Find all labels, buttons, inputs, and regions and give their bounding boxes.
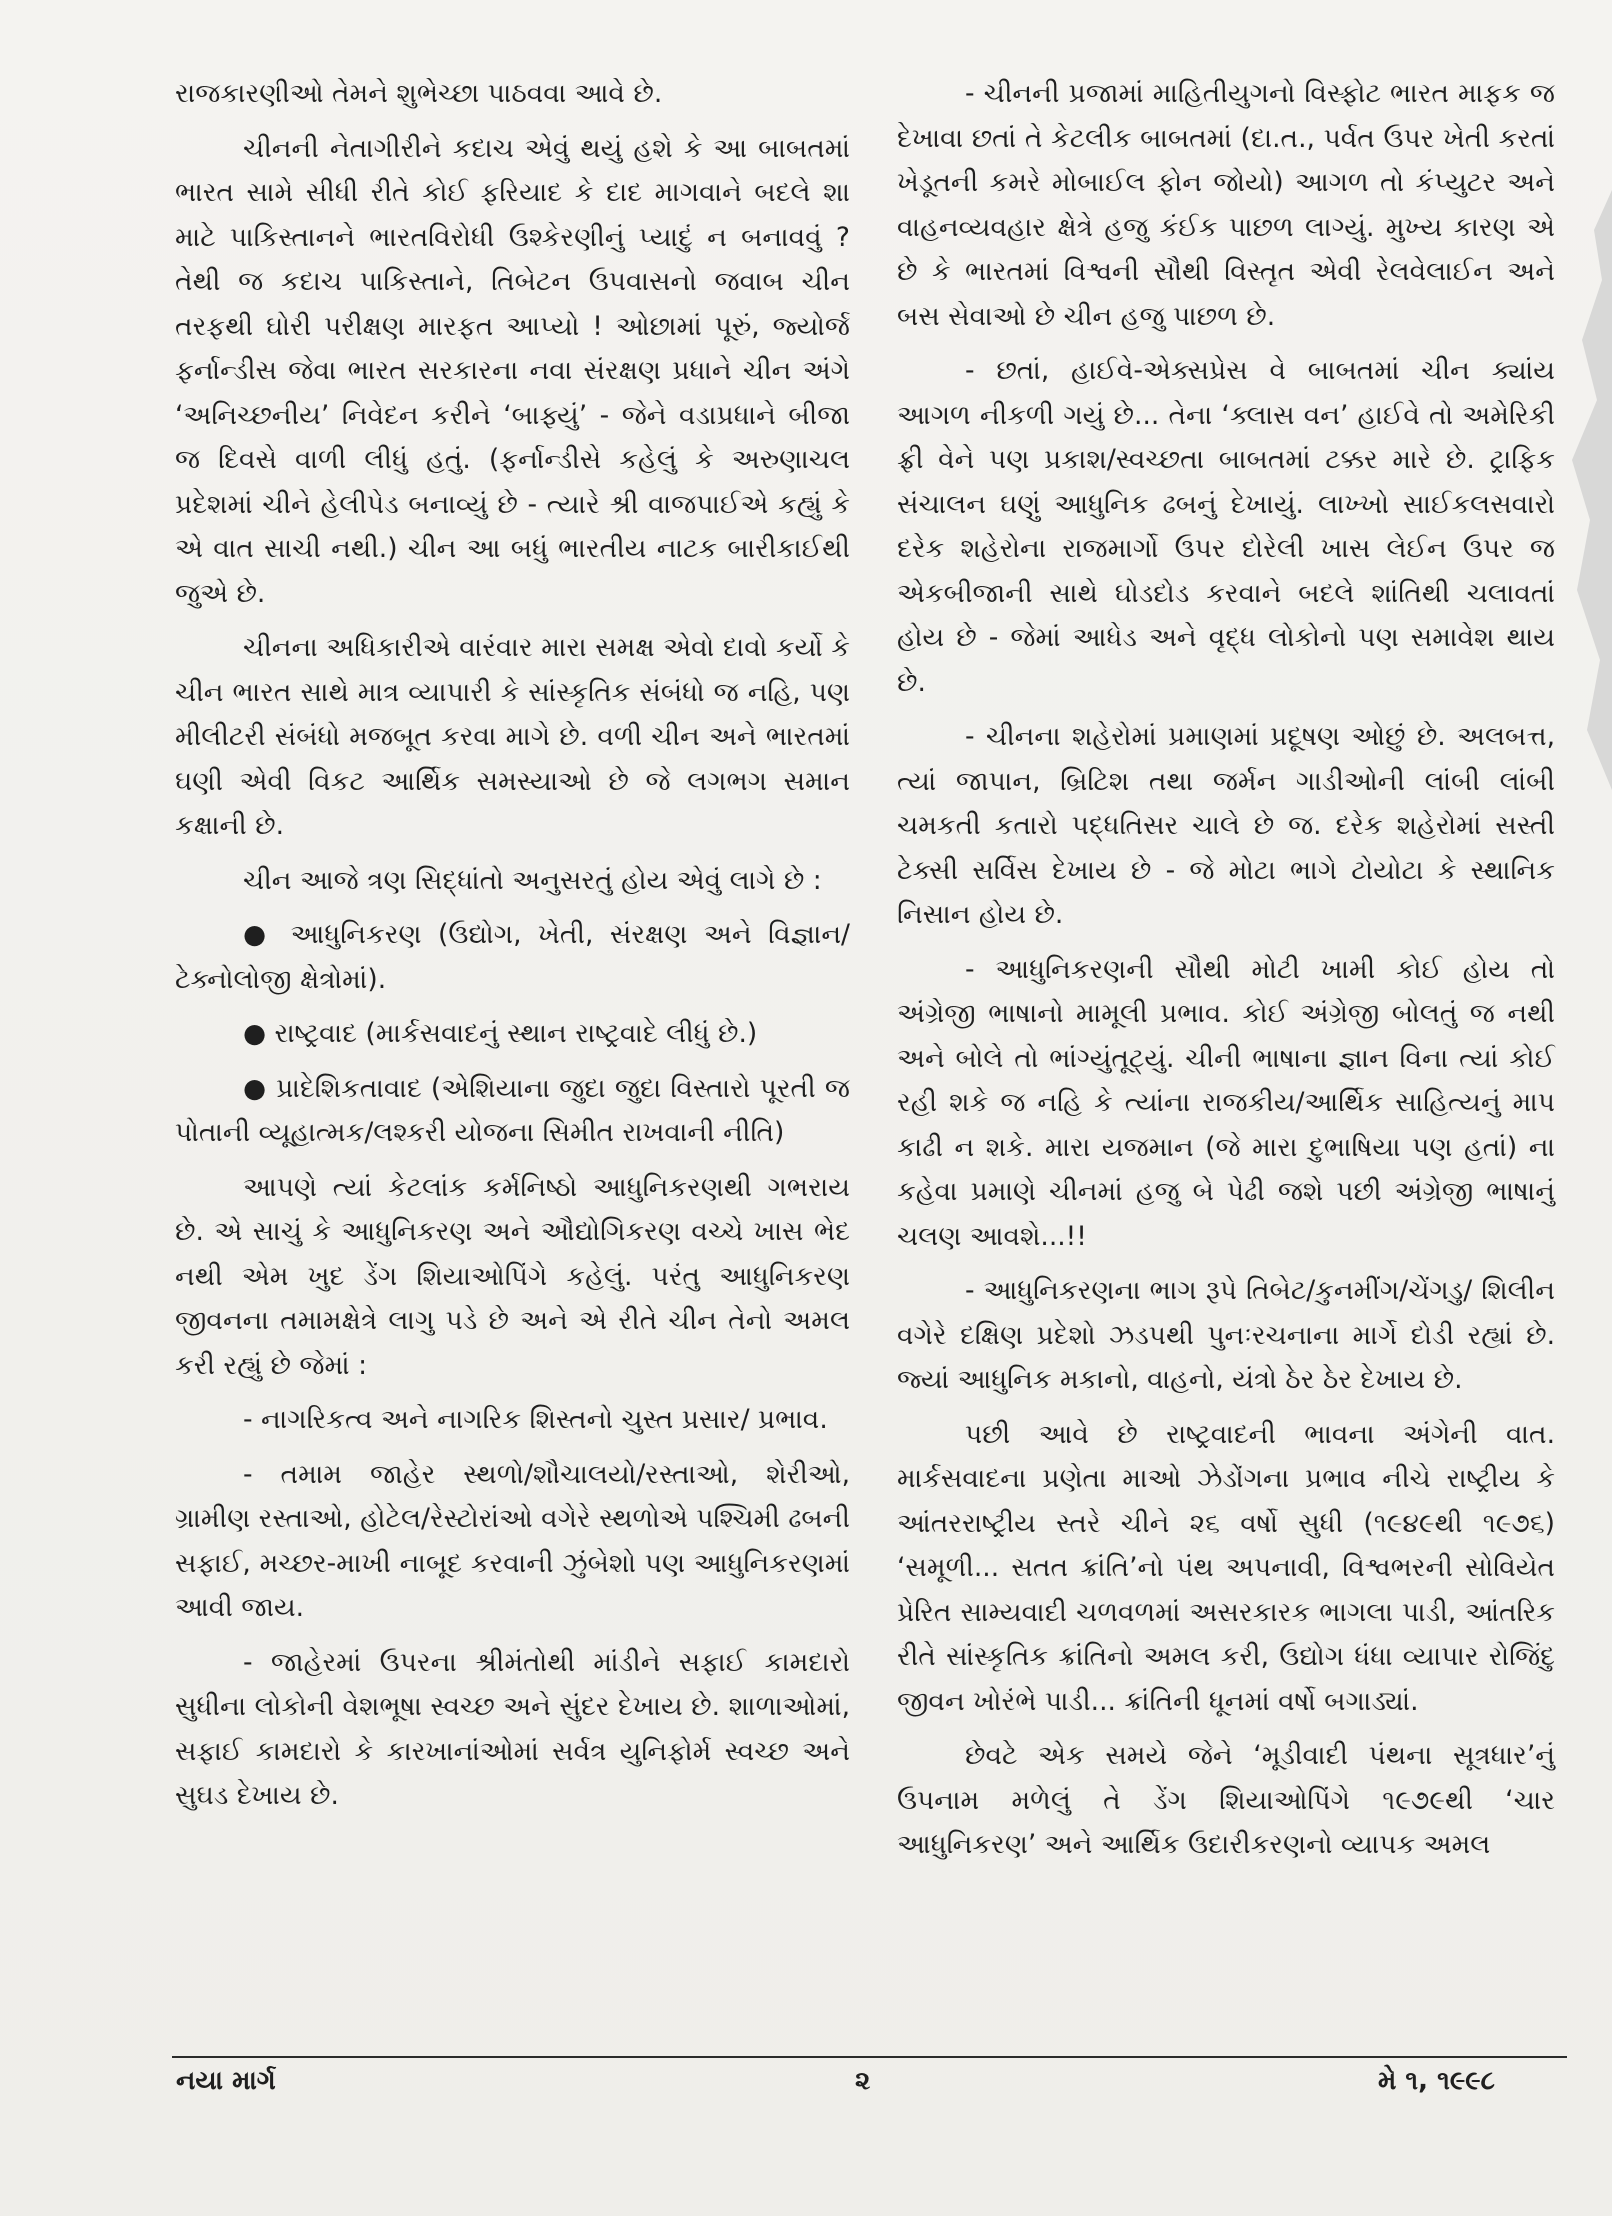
torn-edge (1542, 190, 1612, 790)
left-column (175, 72, 850, 1829)
paragraph: - નાગરિકત્વ અને નાગરિક શિસ્તનો ચુસ્ત પ્રસાર/ પ્રભાવ. (243, 1404, 828, 1435)
paragraph: - ચીનના શહેરોમાં પ્રમાણમાં પ્રદૂષણ ઓછું છે. અલબત્ત, ત્યાં જાપાન, બ્રિટિશ તથા જર્મન ગાડીઓની લાંબી લાંબી ચમકતી કતારો પદ્ધતિસર ચાલે છે જ. દરેક શહેરોમાં સસ્તી ટેક્સી સર્વિસ દેખાય છે - જે મોટા ભાગે ટોયોટા કે સ્થાનિક નિસાન હોય છે. (897, 721, 1555, 930)
paragraph: ચીન આજે ત્રણ સિદ્ધાંતો અનુસરતું હોય એવું લાગે છે : (243, 864, 822, 896)
right-column (897, 72, 1555, 1878)
paragraph: ચીનની નેતાગીરીને કદાચ એવું થયું હશે કે આ બાબતમાં ભારત સામે સીધી રીતે કોઈ ફરિયાદ કે દાદ માગવાને બદલે શા માટે પાકિસ્તાનને ભારતવિરોધી ઉશ્કેરણીનું પ્યાદું ન બનાવવું ? તેથી જ કદાચ પાકિસ્તાને, તિબેટન ઉપવાસનો જવાબ ચીન તરફથી ઘોરી પરીક્ષણ મારફત આપ્યો ! ઓછામાં પૂરું, જ્યોર્જ ફર્નાન્ડીસ જેવા ભારત સરકારના નવા સંરક્ષણ પ્રધાને ચીન અંગે ‘અનિચ્છનીય’ નિવેદન કરીને ‘બાફ્યું’ - જેને વડાપ્રધાને બીજા જ દિવસે વાળી લીધું હતું. (ફર્નાન્ડીસે કહેલું કે અરુણાચલ પ્રદેશમાં ચીને હેલીપેડ બનાવ્યું છે - ત્યારે શ્રી વાજપાઈએ કહ્યું કે એ વાત સાચી નથી.) ચીન આ બધું ભારતીય નાટક બારીકાઈથી જુએ છે. (175, 132, 850, 609)
paragraph: રાજકારણીઓ તેમને શુભેચ્છા પાઠવવા આવે છે. (175, 78, 663, 109)
paragraph: ● રાષ્ટ્રવાદ (માર્કસવાદનું સ્થાન રાષ્ટ્રવાદે લીધું છે.) (243, 1018, 758, 1049)
paragraph: પછી આવે છે રાષ્ટ્રવાદની ભાવના અંગેની વાત. માર્કસવાદના પ્રણેતા માઓ ઝેડોંગના પ્રભાવ નીચે રાષ્ટ્રીય કે આંતરરાષ્ટ્રીય સ્તરે ચીને ૨૬ વર્ષો સુધી (૧૯૪૯થી ૧૯૭૬) ‘સમૂળી... સતત ક્રાંતિ’નો પંથ અપનાવી, વિશ્વભરની સોવિયેત પ્રેરિત સામ્યવાદી ચળવળમાં અસરકારક ભાગલા પાડી, આંતરિક રીતે સાંસ્કૃતિક ક્રાંતિનો અમલ કરી, ઉદ્યોગ ધંધા વ્યાપાર રોજિંદુ જીવન ખોરંભે પાડી... ક્રાંતિની ધૂનમાં વર્ષો બગાડ્યાં. (897, 1418, 1555, 1717)
paragraph: છેવટે એક સમયે જેને ‘મૂડીવાદી પંથના સૂત્રધાર’નું ઉપનામ મળેલું તે ડેંગ શિયાઓપિંગે ૧૯૭૯થી ‘ચાર આધુનિકરણ’ અને આર્થિક ઉદારીકરણનો વ્યાપક અમલ (897, 1740, 1555, 1860)
paragraph: - ચીનની પ્રજામાં માહિતીયુગનો વિસ્ફોટ ભારત માફક જ દેખાવા છતાં તે કેટલીક બાબતમાં (દા.ત., પર્વત ઉપર ખેતી કરતાં ખેડૂતની કમરે મોબાઈલ ફોન જોયો) આગળ તો કંપ્યુટર અને વાહનવ્યવહાર ક્ષેત્રે હજુ કંઈક પાછળ લાગ્યું. મુખ્ય કારણ એ છે કે ભારતમાં વિશ્વની સૌથી વિસ્તૃત એવી રેલવેલાઈન અને બસ સેવાઓ છે ચીન હજુ પાછળ છે. (897, 78, 1555, 332)
paragraph: - આધુનિકરણના ભાગ રૂપે તિબેટ/કુનમીંગ/ચેંગડુ/ શિલીન વગેરે દક્ષિણ પ્રદેશો ઝડપથી પુનઃરચનાના માર્ગે દોડી રહ્યાં છે. જ્યાં આધુનિક મકાનો, વાહનો, યંત્રો ઠેર ઠેર દેખાય છે. (897, 1275, 1555, 1395)
paragraph: - આધુનિકરણની સૌથી મોટી ખામી કોઈ હોય તો અંગ્રેજી ભાષાનો મામૂલી પ્રભાવ. કોઈ અંગ્રેજી બોલતું જ નથી અને બોલે તો ભાંગ્યુંતૂટ્યું. ચીની ભાષાના જ્ઞાન વિના ત્યાં કોઈ રહી શકે જ નહિ કે ત્યાંના રાજકીય/આર્થિક સાહિત્યનું માપ કાઢી ન શકે. મારા યજમાન (જે મારા દુભાષિયા પણ હતાં) ના કહેવા પ્રમાણે ચીનમાં હજુ બે પેઢી જશે પછી અંગ્રેજી ભાષાનું ચલણ આવશે...!! (897, 953, 1555, 1252)
paragraph: - છતાં, હાઈવે-એક્સપ્રેસ વે બાબતમાં ચીન ક્યાંય આગળ નીકળી ગયું છે... તેના ‘ક્લાસ વન’ હાઈવે તો અમેરિકી ફ્રી વેને પણ પ્રકાશ/સ્વચ્છતા બાબતમાં ટક્કર મારે છે. ટ્રાફિક સંચાલન ઘણું આધુનિક ઢબનું દેખાયું. લાખ્ખો સાઈકલસવારો દરેક શહેરોના રાજમાર્ગો ઉપર દોરેલી ખાસ લેઈન ઉપર જ એકબીજાની સાથે ઘોડદોડ કરવાને બદલે શાંતિથી ચલાવતાં હોય છે - જેમાં આધેડ અને વૃદ્ધ લોકોનો પણ સમાવેશ થાય છે. (897, 355, 1555, 698)
publication-name: નયા માર્ગ (176, 2066, 276, 2096)
paragraph: ● આધુનિકરણ (ઉદ્યોગ, ખેતી, સંરક્ષણ અને વિજ્ઞાન/ ટેક્નોલોજી ક્ષેત્રોમાં). (175, 919, 850, 995)
page-number: ૨ (855, 2066, 871, 2096)
paragraph: ચીનના અધિકારીએ વારંવાર મારા સમક્ષ એવો દાવો કર્યો કે ચીન ભારત સાથે માત્ર વ્યાપારી કે સાંસ્કૃતિક સંબંધો જ નહિ, પણ મીલીટરી સંબંધો મજબૂત કરવા માગે છે. વળી ચીન અને ભારતમાં ઘણી એવી વિકટ આર્થિક સમસ્યાઓ છે જે લગભગ સમાન કક્ષાની છે. (175, 632, 850, 841)
footer-rule (172, 2056, 1567, 2058)
paragraph: આપણે ત્યાં કેટલાંક કર્મનિષ્ઠો આધુનિકરણથી ગભરાય છે. એ સાચું કે આધુનિકરણ અને ઔદ્યોગિકરણ વચ્ચે ખાસ ભેદ નથી એમ ખુદ ડેંગ શિયાઓપિંગે કહેલું. પરંતુ આધુનિકરણ જીવનના તમામક્ષેત્રે લાગુ પડે છે અને એ રીતે ચીન તેનો અમલ કરી રહ્યું છે જેમાં : (175, 1171, 850, 1381)
issue-date: મે ૧, ૧૯૯૮ (1378, 2066, 1495, 2096)
paragraph: - જાહેરમાં ઉપરના શ્રીમંતોથી માંડીને સફાઈ કામદારો સુધીના લોકોની વેશભૂષા સ્વચ્છ અને સુંદર દેખાય છે. શાળાઓમાં, સફાઈ કામદારો કે કારખાનાંઓમાં સર્વત્ર યુનિફોર્મ સ્વચ્છ અને સુઘડ દેખાય છે. (175, 1646, 850, 1811)
paragraph: ● પ્રાદેશિકતાવાદ (એશિયાના જુદા જુદા વિસ્તારો પૂરતી જ પોતાની વ્યૂહાત્મક/લશ્કરી યોજના સિમીત રાખવાની નીતિ) (175, 1072, 850, 1148)
paragraph: - તમામ જાહેર સ્થળો/શૌચાલયો/રસ્તાઓ, શેરીઓ, ગ્રામીણ રસ્તાઓ, હોટેલ/રેસ્ટોરાંઓ વગેરે સ્થળોએ પશ્ચિમી ઢબની સફાઈ, મચ્છર-માખી નાબૂદ કરવાની ઝુંબેશો પણ આધુનિકરણમાં આવી જાય. (175, 1458, 851, 1623)
